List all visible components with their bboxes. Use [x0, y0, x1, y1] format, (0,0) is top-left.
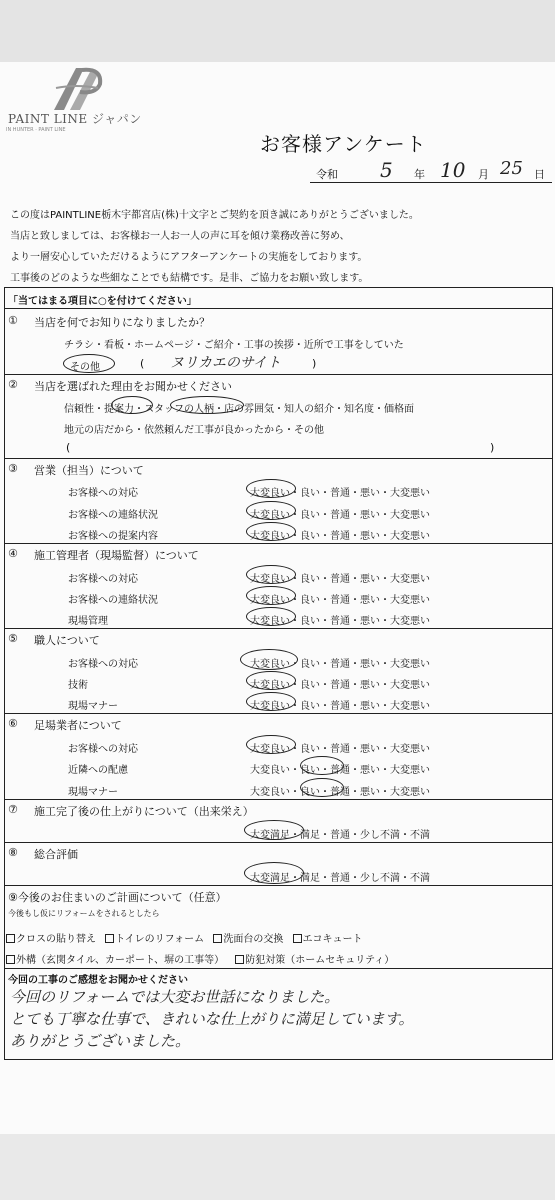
- q5-row-label: 現場マナー: [68, 701, 118, 712]
- q6-row-scale: 大変良い・良い・普通・悪い・大変悪い: [250, 765, 430, 776]
- q2-title: 当店を選ばれた理由をお聞かせください: [34, 380, 232, 393]
- date-year-unit: 年: [414, 168, 425, 181]
- bottom-margin: [0, 1134, 555, 1200]
- comments-line-1: 今回のリフォームでは大変お世話になりました。: [10, 988, 340, 1006]
- intro-line-2: 当店と致しましては、お客様お一人お一人の声に耳を傾け業務改善に努め、: [10, 231, 350, 242]
- q9-option[interactable]: 洗面台の交換: [213, 934, 283, 945]
- q2-paren-close: ): [490, 441, 495, 454]
- q3-row-label: お客様への提案内容: [68, 531, 158, 542]
- paint-line-logo-icon: [46, 58, 106, 116]
- q6-row-scale: 大変良い・良い・普通・悪い・大変悪い: [250, 787, 430, 798]
- checkbox[interactable]: [6, 955, 15, 964]
- q9-title: ⑨今後のお住まいのご計画について（任意）: [8, 891, 227, 904]
- q1-other-circle: [63, 354, 115, 373]
- q7-title: 施工完了後の仕上がりについて（出来栄え）: [34, 805, 254, 818]
- q3-row-scale: 大変良い・良い・普通・悪い・大変悪い: [250, 531, 430, 542]
- divider: [4, 458, 553, 459]
- q2-options-2: 地元の店だから・依然頼んだ工事が良かったから・その他: [64, 425, 324, 436]
- q4-row-label: お客様への連絡状況: [68, 595, 158, 606]
- divider: [4, 713, 553, 714]
- top-margin: [0, 0, 555, 62]
- comments-line-3: ありがとうございました。: [10, 1032, 191, 1050]
- q4-row-scale: 大変良い・良い・普通・悪い・大変悪い: [250, 595, 430, 606]
- q3-row2-circle: [246, 501, 296, 520]
- intro-line-3: より一層安心していただけるようにアフターアンケートの実施をしております。: [10, 252, 368, 263]
- q2-paren-open: (: [66, 441, 71, 454]
- divider: [4, 628, 553, 629]
- q3-row-scale: 大変良い・良い・普通・悪い・大変悪い: [250, 510, 430, 521]
- q9-option[interactable]: 外構（玄関タイル、カーポート、塀の工事等）: [6, 955, 224, 966]
- intro-line-1: この度はPAINTLINE栃木宇都宮店(株)十文字とご契約を頂き誠にありがとうございました。: [10, 210, 419, 221]
- q7-circle: [244, 820, 304, 840]
- q5-row-scale: 大変良い・良い・普通・悪い・大変悪い: [250, 701, 430, 712]
- q2-number: ②: [8, 378, 18, 391]
- q3-row1-circle: [246, 479, 296, 498]
- q4-row2-circle: [246, 586, 296, 605]
- q9-row1: [6, 930, 363, 945]
- comments-title: 今回の工事のご感想をお聞かせください: [8, 975, 188, 986]
- date-month: 10: [440, 158, 466, 182]
- q4-number: ④: [8, 547, 18, 560]
- date-day-unit: 日: [534, 168, 545, 181]
- q8-scale: 大変満足・満足・普通・少し不満・不満: [250, 873, 430, 884]
- q2-circle-proposal: [111, 396, 153, 414]
- q1-answer: ヌリカエのサイト: [170, 355, 281, 371]
- q7-number: ⑦: [8, 803, 18, 816]
- q6-row-label: お客様への対応: [68, 744, 138, 755]
- q5-row-label: 技術: [68, 680, 88, 691]
- q9-option[interactable]: トイレのリフォーム: [105, 934, 204, 945]
- logo-tagline: IN HUNTER · PAINT LINE: [6, 127, 66, 133]
- q6-row-label: 現場マナー: [68, 787, 118, 798]
- comments-line-2: とても丁寧な仕事で、きれいな仕上がりに満足しています。: [10, 1010, 414, 1028]
- checkbox[interactable]: [235, 955, 244, 964]
- q8-circle: [244, 862, 304, 884]
- q5-row2-circle: [246, 671, 296, 690]
- q6-title: 足場業者について: [34, 719, 122, 732]
- q1-options: チラシ・看板・ホームページ・ご紹介・工事の挨拶・近所で工事をしていた: [64, 340, 404, 351]
- divider: [4, 842, 553, 843]
- q6-row3-circle: [300, 778, 344, 797]
- q5-row3-circle: [246, 692, 296, 711]
- q4-row-scale: 大変良い・良い・普通・悪い・大変悪い: [250, 616, 430, 627]
- q9-subtitle: 今後もし仮にリフォームをされるとしたら: [8, 909, 160, 918]
- q8-number: ⑧: [8, 846, 18, 859]
- q9-option[interactable]: 防犯対策（ホームセキュリティ）: [235, 955, 394, 966]
- checkbox[interactable]: [293, 934, 302, 943]
- q5-row-scale: 大変良い・良い・普通・悪い・大変悪い: [250, 659, 430, 670]
- q1-paren-close: ): [312, 357, 317, 370]
- intro-line-4: 工事後のどのような些細なことでも結構です。是非、ご協力をお願い致します。: [10, 273, 369, 284]
- divider: [4, 799, 553, 800]
- q3-number: ③: [8, 462, 18, 475]
- q1-number: ①: [8, 314, 18, 327]
- q3-title: 営業（担当）について: [34, 464, 144, 477]
- q2-options-1: 信頼性・提案力・スタッフの人柄・店の雰囲気・知人の紹介・知名度・価格面: [64, 404, 414, 415]
- checkbox[interactable]: [213, 934, 222, 943]
- q8-title: 総合評価: [34, 848, 78, 861]
- q4-title: 施工管理者（現場監督）について: [34, 549, 199, 562]
- q1-paren-open: (: [140, 357, 145, 370]
- q3-row-scale: 大変良い・良い・普通・悪い・大変悪い: [250, 488, 430, 499]
- checkbox[interactable]: [6, 934, 15, 943]
- divider: [4, 374, 553, 375]
- page-title: お客様アンケート: [260, 132, 427, 156]
- q5-number: ⑤: [8, 632, 18, 645]
- q3-row-label: お客様への対応: [68, 488, 138, 499]
- q3-row3-circle: [246, 522, 296, 541]
- q6-row1-circle: [246, 735, 296, 754]
- table-top-border: [4, 287, 553, 288]
- q4-row-label: お客様への対応: [68, 574, 138, 585]
- date-day: 25: [500, 158, 523, 179]
- checkbox[interactable]: [105, 934, 114, 943]
- q9-option[interactable]: エコキュート: [293, 934, 363, 945]
- q6-number: ⑥: [8, 717, 18, 730]
- q4-row1-circle: [246, 565, 296, 584]
- q4-row-scale: 大変良い・良い・普通・悪い・大変悪い: [250, 574, 430, 585]
- divider: [4, 308, 553, 309]
- q1-title: 当店を何でお知りになりましたか？: [34, 316, 210, 329]
- q2-circle-staff: [170, 396, 244, 414]
- q4-row3-circle: [246, 607, 296, 626]
- q9-option[interactable]: クロスの貼り替え: [6, 934, 96, 945]
- q3-row-label: お客様への連絡状況: [68, 510, 158, 521]
- q9-row2: [6, 951, 394, 966]
- q6-row-label: 近隣への配慮: [68, 765, 128, 776]
- logo-wordmark: PAINT LINE ジャパン: [8, 112, 142, 126]
- q1-other: その他: [70, 362, 100, 373]
- q7-scale: 大変満足・満足・普通・少し不満・不満: [250, 830, 430, 841]
- q6-row2-circle: [300, 756, 344, 775]
- q5-row1-circle: [240, 649, 298, 670]
- q5-row-scale: 大変良い・良い・普通・悪い・大変悪い: [250, 680, 430, 691]
- date-year: 5: [380, 158, 393, 182]
- date-underline: [310, 182, 552, 183]
- q4-row-label: 現場管理: [68, 616, 108, 627]
- date-month-unit: 月: [478, 168, 489, 181]
- q6-row-scale: 大変良い・良い・普通・悪い・大変悪い: [250, 744, 430, 755]
- instruction: 「当てはまる項目に○を付けてください」: [8, 296, 197, 307]
- divider: [4, 543, 553, 544]
- divider: [4, 885, 553, 886]
- date-era: 令和: [316, 168, 338, 181]
- q5-row-label: お客様への対応: [68, 659, 138, 670]
- q5-title: 職人について: [34, 634, 100, 647]
